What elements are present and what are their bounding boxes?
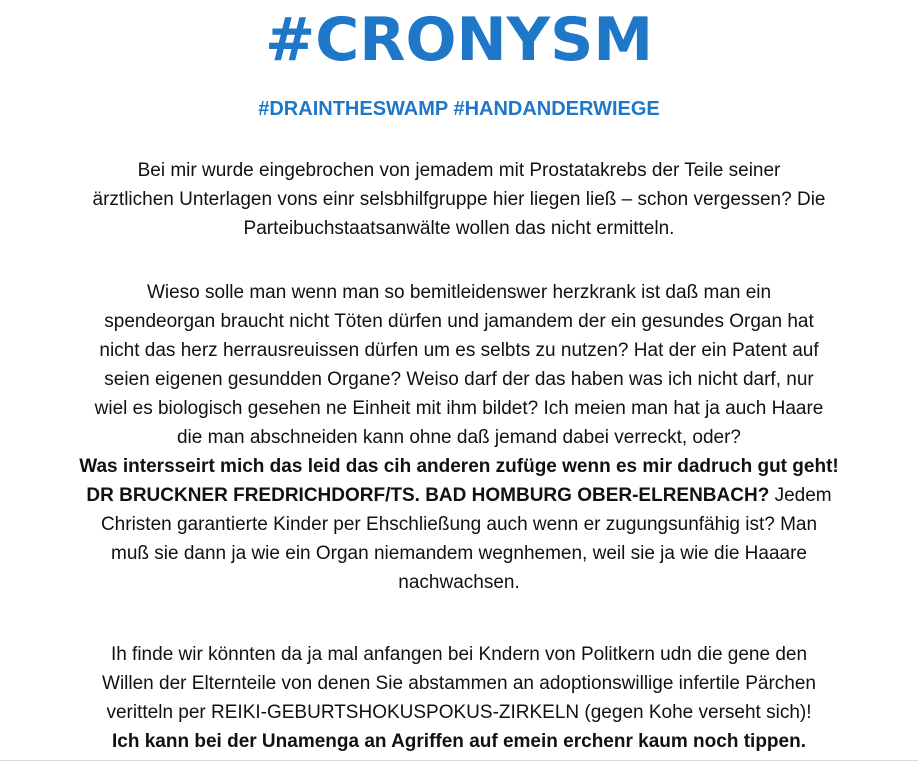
bold-inline-text: DR BRUCKNER FREDRICHDORF/TS. BAD HOMBURG OBER-ELRENBACH? [86,485,770,506]
bold-statement: Was intersseirt mich das leid das cih anderen zufüge wenn es mir dadruch gut geht! [79,456,839,477]
paragraph-line: Wieso solle man wenn man so bemitleidenswer herzkrank ist daß man ein [146,282,772,303]
divider [0,760,918,761]
paragraph-line: veritteln per REIKI-GEBURTSHOKUSPOKUS-ZIRKELN (gegen Kohe verseht sich)! [106,702,812,723]
paragraph-1 [6,156,912,243]
paragraph-2 [6,278,912,597]
page-title: #CRONYSM [264,5,654,75]
bold-statement: Ich kann bei der Unamenga an Agriffen auf emein erchenr kaum noch tippen. [112,731,806,752]
paragraph-3 [6,640,912,756]
mixed-line [6,481,912,510]
paragraph-line: seien eigenen gesundden Organe? Weiso darf der das haben was ich nicht darf, nur [104,369,814,390]
paragraph-line: muß sie dann ja wie ein Organ niemandem wegnhemen, weil sie ja wie die Haaare [111,543,807,564]
paragraph-line: Christen garantierte Kinder per Ehschließung auch wenn er zugungsunfähig ist? Man [100,514,818,535]
paragraph-line: wiel es biologisch gesehen ne Einheit mit ihm bildet? Ich meien man hat ja auch Haare [94,398,824,419]
paragraph-line: Ih finde wir könnten da ja mal anfangen bei Kndern von Politkern udn die gene den [110,644,808,665]
paragraph-line: nicht das herz herrausreuissen dürfen um es selbts zu nutzen? Hat der ein Patent auf [99,340,819,361]
paragraph-line: nachwachsen. [398,572,520,593]
page-subtitle: #DRAINTHESWAMP #HANDANDERWIEGE [258,98,660,120]
inline-text: Jedem [769,485,832,506]
paragraph-line: ärztlichen Unterlagen vons einr selsbhilfgruppe hier liegen ließ – schon vergessen? Die [92,189,826,210]
paragraph-line: die man abschneiden kann ohne daß jemand dabei verreckt, oder? [176,427,742,448]
paragraph-line: Willen der Elternteile von denen Sie abstammen an adoptionswillige infertile Pärchen [102,673,816,694]
paragraph-line: Parteibuchstaatsanwälte wollen das nicht ermitteln. [243,218,675,239]
paragraph-line: Bei mir wurde eingebrochen von jemadem mit Prostatakrebs der Teile seiner [137,160,781,181]
paragraph-line: spendeorgan braucht nicht Töten dürfen und jamandem der ein gesundes Organ hat [104,311,814,332]
